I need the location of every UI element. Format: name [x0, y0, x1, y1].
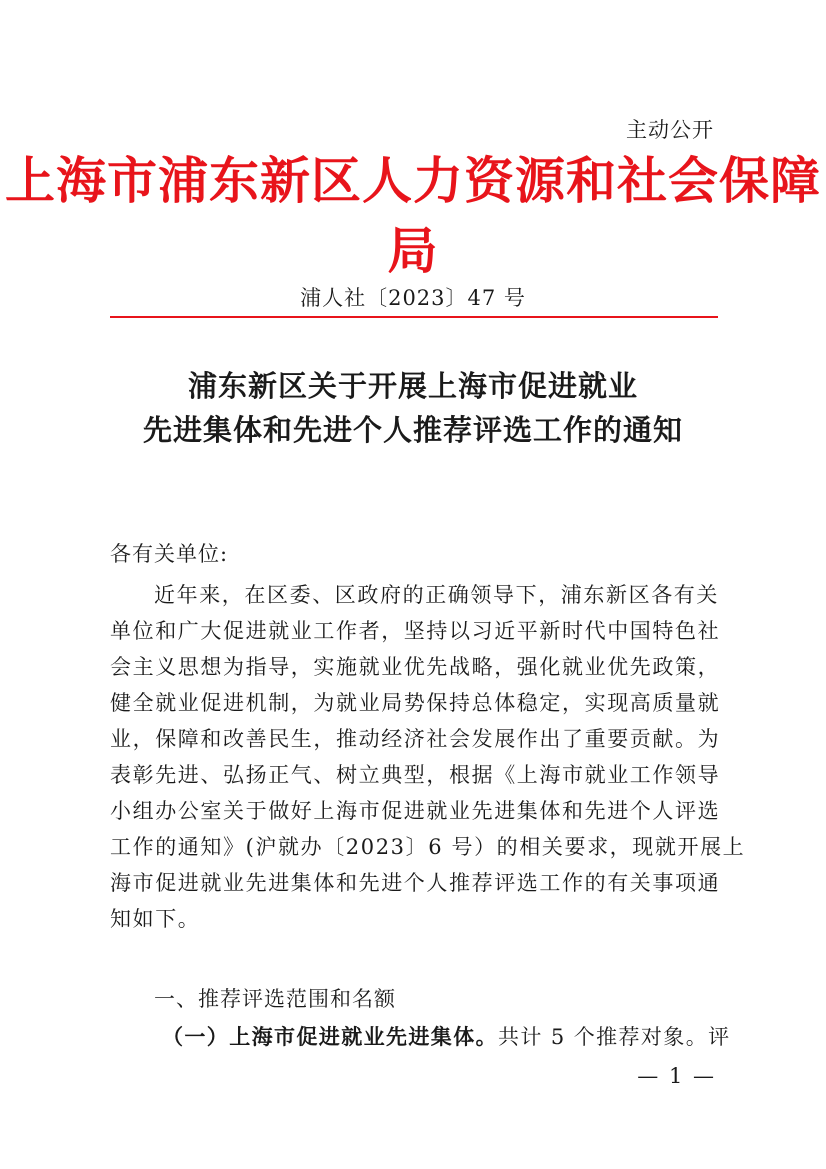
section-heading: 一、推荐评选范围和名额	[154, 987, 396, 1011]
body-line: 知如下。	[110, 907, 201, 931]
body-line: 健全就业促进机制，为就业局势保持总体稳定，实现高质量就	[110, 691, 721, 715]
body-paragraph	[110, 577, 746, 937]
body-line: 工作的通知》(沪就办〔2023〕6 号）的相关要求，现就开展上	[110, 835, 746, 859]
body-line: 单位和广大促进就业工作者，坚持以习近平新时代中国特色社	[110, 619, 721, 643]
red-divider-line	[110, 316, 718, 318]
disclosure-label: 主动公开	[626, 118, 714, 142]
body-line: 会主义思想为指导，实施就业优先战略，强化就业优先政策，	[110, 655, 721, 679]
document-title-line-1: 浦东新区关于开展上海市促进就业	[187, 369, 638, 403]
body-line: 表彰先进、弘扬正气、树立典型，根据《上海市就业工作领导	[110, 763, 721, 787]
body-line: 近年来，在区委、区政府的正确领导下，浦东新区各有关	[154, 583, 719, 607]
subsection-lead: （一）上海市促进就业先进集体。	[162, 1024, 498, 1049]
body-line: 小组办公室关于做好上海市促进就业先进集体和先进个人评选	[110, 799, 721, 823]
page-number: — 1 —	[637, 1064, 716, 1088]
agency-name: 上海市浦东新区人力资源和社会保障局	[5, 152, 821, 280]
body-line: 海市促进就业先进集体和先进个人推荐评选工作的有关事项通	[110, 871, 721, 895]
body-line: 业，保障和改善民生，推动经济社会发展作出了重要贡献。为	[110, 727, 721, 751]
subsection-text: 共计 5 个推荐对象。评	[498, 1025, 731, 1049]
document-number: 浦人社〔2023〕47 号	[300, 286, 526, 310]
salutation: 各有关单位:	[110, 542, 229, 566]
subsection-paragraph	[162, 1021, 731, 1051]
document-title-line-2: 先进集体和先进个人推荐评选工作的通知	[142, 413, 683, 447]
